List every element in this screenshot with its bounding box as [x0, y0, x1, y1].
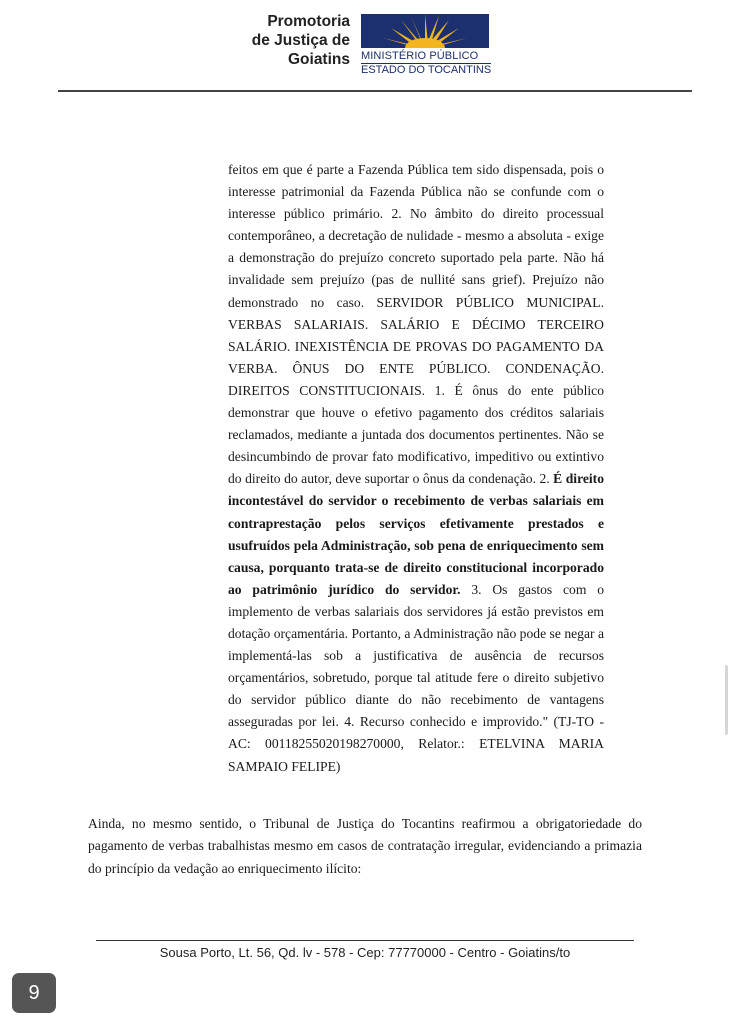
- footer-divider: [96, 940, 634, 941]
- quote-bold-text: É direito incontestável do servidor o recebimento de verbas salariais em contraprestação pelos serviços efetivamente prestados e usufruídos pela Administração, sob pena de enriquecimento sem causa, porquanto trata-se de direito constitucional incorporado ao patrimônio jurídico do servidor.: [228, 471, 604, 597]
- header-divider: [58, 90, 692, 92]
- page-number-badge: 9: [12, 973, 56, 1013]
- org-line-1: Promotoria: [267, 13, 350, 30]
- mp-logo-text: [361, 51, 491, 76]
- logo-line-1: MINISTÉRIO PÚBLICO: [361, 51, 491, 64]
- footer-address: Sousa Porto, Lt. 56, Qd. lv - 578 - Cep: 77770000 - Centro - Goiatins/to: [159, 945, 571, 960]
- logo-line-2: ESTADO DO TOCANTINS: [361, 64, 492, 76]
- promotoria-name: [252, 12, 350, 69]
- scrollbar[interactable]: [725, 665, 728, 735]
- sun-rays-icon: [361, 14, 489, 48]
- org-line-2: de Justiça de: [251, 32, 350, 49]
- letterhead: [0, 10, 730, 80]
- quote-paragraph: [228, 159, 604, 778]
- jurisprudence-quote: [228, 159, 604, 778]
- body-text: Ainda, no mesmo sentido, o Tribunal de Justiça do Tocantins reafirmou a obrigatoriedade do pagamento de verbas trabalhistas mesmo em casos de contratação irregular, evidenciando a primazia do princípio da vedação ao enriquecimento ilícito:: [88, 816, 642, 876]
- quote-text-after: 3. Os gastos com o implemento de verbas salariais dos servidores já estão previstos em dotação orçamentária. Portanto, a Administração não pode se negar a implementá-las sob a justificativa de ausência de recursos orçamentários, sobretudo, porque tal atitude fere o direito subjetivo do servidor público diante do não recebimento de vantagens asseguradas por lei. 4. Recurso conhecido e improvido." (TJ-TO - AC: 00118255020198270000, Relator.: ETELVINA MARIA SAMPAIO FELIPE): [228, 581, 604, 774]
- org-line-3: Goiatins: [287, 51, 350, 68]
- body-paragraph: [88, 813, 642, 880]
- quote-text-before: feitos em que é parte a Fazenda Pública tem sido dispensada, pois o interesse patrimonial da Fazenda Pública não se confunde com o interesse público primário. 2. No âmbito do direito processual contemporâneo, a decretação de nulidade - mesmo a absoluta - exige a demonstração do prejuízo concreto suportado pela parte. Não há invalidade sem prejuízo (pas de nullité sans grief). Prejuízo não demonstrado no caso. SERVIDOR PÚBLICO MUNICIPAL. VERBAS SALARIAIS. SALÁRIO E DÉCIMO TERCEIRO SALÁRIO. INEXISTÊNCIA DE PROVAS DO PAGAMENTO DA VERBA. ÔNUS DO ENTE PÚBLICO. CONDENAÇÃO. DIREITOS CONSTITUCIONAIS. 1. É ônus do ente público demonstrar que houve o efetivo pagamento dos créditos salariais reclamados, mediante a juntada dos documentos pertinentes. Não se desincumbindo de provar fato modificativo, impeditivo ou extintivo do direito do autor, deve suportar o ônus da condenação. 2.: [228, 162, 604, 487]
